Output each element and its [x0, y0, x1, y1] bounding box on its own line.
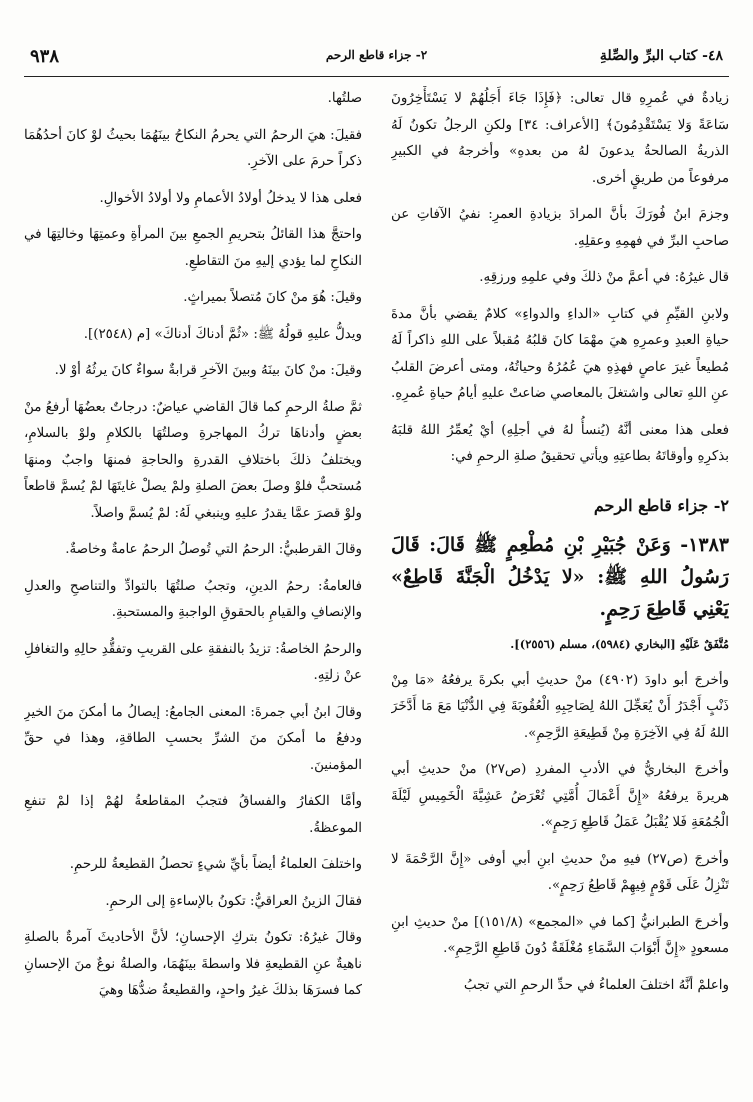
paragraph: وأخرجَ (ص٢٧) فيهِ منْ حديثِ ابنِ أبي أوفى «إِنَّ الرَّحْمَةَ لا تَنْزِلُ عَلَى قَوْمٍ فِيهِمْ قَاطِعُ رَحِمٍ». — [391, 851, 729, 893]
paragraph: وأمَّا الكفارُ والفساقُ فتجبُ المقاطعةُ لهُمْ إذا لمْ تنفعِ الموعظةُ. — [24, 794, 362, 836]
paragraph: وأخرجَ أبو داودَ (٤٩٠٢) منْ حديثِ أبي بكرةَ يرفعُهُ «مَا مِنْ ذَنْبٍ أَجْدَرُ أَنْ يُعَجِّلَ اللهُ لِصَاحِبِهِ الْعُقُوبَةَ فِي الدُّنْيَا مَعَ مَا أَدَّخَرَ اللهُ لَهُ فِي الآخِرَةِ مِنْ قَطِيعَةِ الرَّحِمِ». — [391, 672, 729, 741]
hadith-source: مُتَّفَقٌ عَلَيْهِ [البخاري (٥٩٨٤)، مسلم (٢٥٥٦)]. — [510, 637, 729, 651]
hadith-text: ١٣٨٣- وَعَنْ جُبَيْرِ بْنِ مُطْعِمٍ ﷺ قَالَ: قَالَ رَسُولُ اللهِ ﷺ: «لا يَدْخُلُ الْجَنَّةَ قَاطِعٌ» يَعْنِي قَاطِعَ رَحِمٍ. — [391, 534, 729, 620]
right-column — [391, 86, 729, 1092]
paragraph: وجزمَ ابنُ فُورَكَ بأنَّ المرادَ بزيادةِ العمرِ: نفيُ الآفاتِ عن صاحبِ البرِّ في فهمِهِ وعقلِهِ. — [391, 207, 729, 249]
paragraph: وقالَ غيرُهُ: تكونُ بتركِ الإحسانِ؛ لأنَّ الأحاديثَ آمرةٌ بالصلةِ ناهيةٌ عنِ القطيعةِ فلا واسطةَ بينَهُمَا، والصلةُ نوعٌ منَ الإحسانِ كما فسرَهَا بذلكَ غيرُ واحدٍ، والقطيعةُ ضدُّهَا وهيَ — [24, 930, 362, 998]
paragraph: وأخرجَ البخاريُّ في الأدبِ المفردِ (ص٢٧) منْ حديثِ أبي هريرةَ يرفعُهُ «إِنَّ أَعْمَالَ أُمَّتِي تُعْرَضُ عَشِيَّةَ الْخَمِيسِ لَيْلَةَ الْجُمُعَةِ فَلا يُقْبَلُ عَمَلُ قَاطِعِ رَحِمٍ». — [391, 762, 729, 830]
section-heading: ٢- جزاء قاطع الرحم — [593, 495, 729, 515]
paragraph: وقالَ ابنُ أبي جمرةَ: المعنى الجامعُ: إيصالُ ما أمكنَ منَ الخيرِ ودفعُ ما أمكنَ منَ الشرِّ بحسبِ الطاقةِ، وهذا في حقِّ المؤمنينَ. — [24, 704, 362, 773]
paragraph: ويدلُّ عليهِ قولُهُ ﷺ: «ثُمَّ أدناكَ أدناكَ» [م (٢٥٤٨)]. — [83, 326, 362, 342]
paragraph: واختلفَ العلماءُ أيضاً بأيِّ شيءٍ تحصلُ القطيعةُ للرحمِ. — [69, 857, 362, 872]
paragraph: زيادةٌ في عُمرِهِ قال تعالى: ﴿فَإِذَا جَاءَ أَجَلُهُمْ لا يَسْتَأْخِرُونَ سَاعَةً وَلا يَسْتَقْدِمُونَ﴾ [الأعراف: ٣٤] ولكنِ الرجلُ تكونُ لَهُ الذريةُ الصالحةُ يدعونَ لهُ من بعدهِ» وأخرجهُ في الكبيرِ مرفوعاً من طريقٍ أخرى. — [391, 91, 729, 186]
paragraph: فقيلَ: هيَ الرحمُ التي يحرمُ النكاحُ بينَهُمَا بحيثُ لوْ كانَ أحدُهُمَا ذكراً حرمَ على الآخرِ. — [24, 127, 362, 169]
paragraph: واعلمْ أنَّهُ اختلفَ العلماءُ في حدِّ الرحمِ التي تجبُ — [463, 977, 729, 993]
left-column — [24, 86, 362, 1092]
paragraph: واحتجَّ هذا القائلُ بتحريمِ الجمعِ بينَ المرأةِ وعمتِهَا وخالتِهَا في النكاحِ لما يؤدي إليهِ منَ التقاطعِ. — [24, 227, 362, 269]
paragraph: والرحمُ الخاصةُ: تزيدُ بالنفقةِ على القريبِ وتفقُّدِ حالِهِ والتغافلِ عنْ زلتِهِ. — [24, 641, 362, 683]
paragraph: وأخرجَ الطبرانيُّ [كما في «المجمع» (١٥١/٨)] منْ حديثِ ابنِ مسعودٍ «إِنَّ أَبْوَابَ السَّمَاءِ مُغْلَقَةٌ دُونَ قَاطِعِ الرَّحِمِ». — [391, 914, 729, 956]
paragraph: ثمَّ صلةُ الرحمِ كما قالَ القاضي عياضٌ: درجاتٌ بعضُهَا أرفعُ منْ بعضٍ وأدناهَا تركُ المهاجرةِ وصلتُهَا بالكلامِ ولوْ بالسلامِ، ويختلفُ ذلكَ باختلافِ القدرةِ والحاجةِ فمنهَا واجبٌ ومنهَا مُستحبٌّ فلوْ وصلَ بعضَ الصلةِ ولمْ يصلْ غايتَهَا لمْ يُسمَّ قاطعاً ولوْ قصرَ عمَّا يقدرُ عليهِ وينبغي لَهُ: لمْ يُسمَّ واصلاً. — [24, 399, 362, 521]
paragraph: وقيلَ: منْ كانَ بينَهُ وبينَ الآخرِ قرابةٌ سواءٌ كانَ يرثُهُ أوْ لا. — [54, 363, 362, 378]
paragraph: وقيلَ: هُوَ منْ كانَ مُتصلاً بميراثٍ. — [183, 290, 362, 305]
paragraph: فعلى هذا معنى أنَّهُ (يُنسأُ لهُ في أجلِهِ) أيْ يُعمِّرُ اللهُ قلبَهُ بذكرِهِ وأوقاتَهُ بطاعتِهِ ويأتي تحقيقُ صلةِ الرحمِ في: — [391, 422, 729, 464]
page-number: ٩٣٨ — [30, 46, 60, 67]
page — [24, 38, 729, 1092]
paragraph: فعلى هذا لا يدخلُ أولادُ الأعمامِ ولا أولادُ الأخوالِ. — [99, 190, 362, 206]
paragraph: وقالَ القرطبيُّ: الرحمُ التي تُوصلُ الرحمُ عامةٌ وخاصةٌ. — [65, 542, 362, 557]
paragraph: ولابنِ القيِّمِ في كتابِ «الداءِ والدواءِ» كلامٌ يقضي بأنَّ مدةَ حياةِ العبدِ وعمرِهِ هيَ مهْمَا كانَ قلبُهُ مُقبلاً على اللهِ ذاكراً لَهُ مُطيعاً غيرَ عاصٍ فهذِهِ هيَ عُمُرُهُ وحياتُهُ، ومتى أعرضَ القلبُ عنِ اللهِ تعالى واشتغلَ بالمعاصي ضاعتْ عليهِ أيامُ حياةِ عُمرِهِ. — [391, 306, 729, 401]
chapter-title: ٢- جزاء قاطع الرحم — [325, 48, 428, 62]
paragraph: فقالَ الزينُ العراقيُّ: تكونُ بالإساءةِ إلى الرحمِ. — [105, 893, 362, 909]
paragraph: صلتُها. — [327, 91, 362, 106]
book-title: ٤٨- كتاب البرِّ والصِّلةِ — [599, 48, 723, 64]
paragraph: فالعامةُ: رحمُ الدينِ، وتجبُ صلتُهَا بالتوادِّ والتناصحِ والعدلِ والإنصافِ والقيامِ بالحقوقِ الواجبةِ والمستحبةِ. — [24, 578, 362, 620]
running-header — [24, 38, 729, 77]
paragraph: قال غيرُهُ: في أعمَّ منْ ذلكَ وفي علمِهِ ورزقِهِ. — [479, 270, 729, 285]
